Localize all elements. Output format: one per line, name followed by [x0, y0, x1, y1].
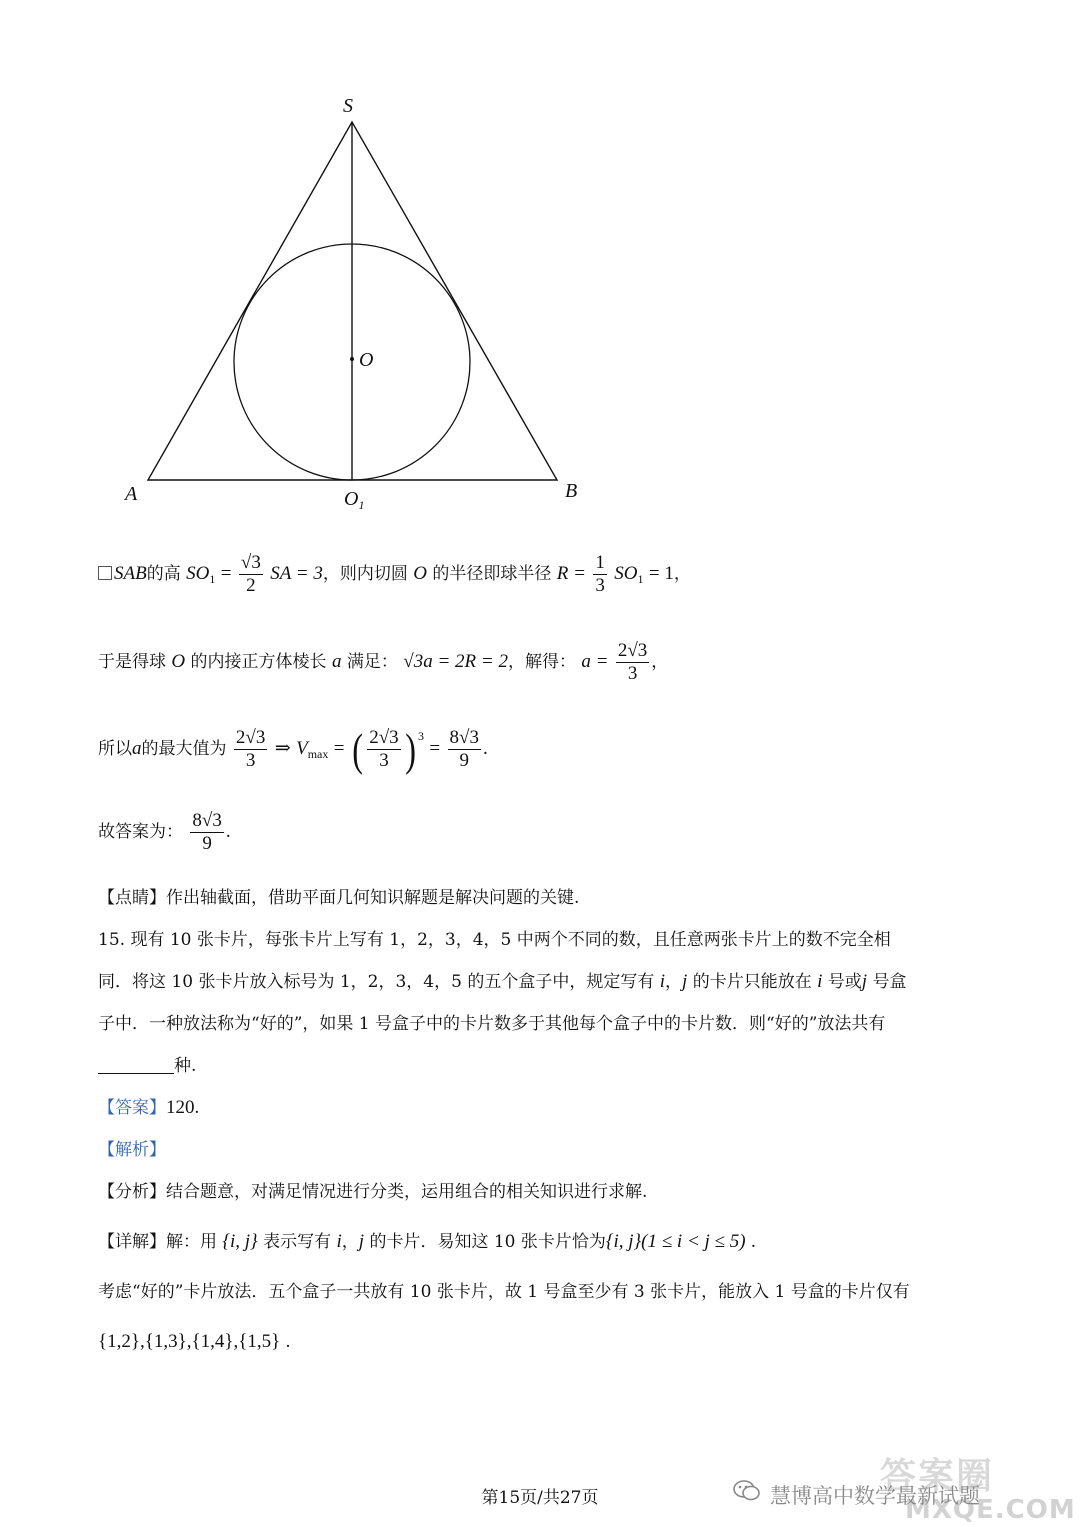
math-text: . — [750, 1231, 756, 1252]
text: 的卡片只能放在 — [692, 972, 812, 992]
solution-line-4 — [98, 810, 988, 855]
left-paren: ( — [352, 723, 363, 775]
denominator: 3 — [245, 750, 256, 771]
denominator: 3 — [379, 750, 389, 771]
numerator: 2√3 — [369, 727, 399, 748]
math-text: O — [413, 563, 427, 584]
text: 满足： — [346, 652, 398, 672]
math-text: a = — [581, 651, 609, 672]
math-text: j — [358, 1231, 365, 1252]
subscript: 1 — [637, 572, 644, 586]
math-text: {1,2},{1,3},{1,4},{1,5} — [98, 1331, 281, 1352]
numerator: 8√3 — [449, 727, 479, 748]
subscript: max — [307, 747, 329, 761]
fraction — [593, 552, 607, 597]
text: 结合题意，对满足情况进行分类，运用组合的相关知识进行求解. — [166, 1182, 648, 1202]
fraction — [616, 640, 649, 685]
analysis-line — [98, 1180, 988, 1204]
math-text: a — [331, 651, 342, 672]
text: ，解得： — [507, 652, 576, 672]
math-text: SAB — [114, 563, 147, 584]
text: 号盒 — [872, 972, 907, 992]
text: 的半径即球半径 — [432, 564, 552, 584]
math-text: {i, j} — [222, 1231, 258, 1252]
math-text: SO — [614, 563, 638, 584]
text: 的内接正方体棱长 — [190, 652, 327, 672]
numerator: 1 — [595, 552, 605, 573]
subscript: 1 — [209, 572, 216, 586]
question-15-line-1 — [98, 928, 988, 952]
label-b: B — [565, 480, 578, 502]
text: ， — [665, 972, 683, 992]
math-text: j — [861, 971, 868, 992]
text: 子中．一种放法称为“好的”，如果 1 号盒子中的卡片数多于其他每个盒子中的卡片数．则“好的”放法共有 — [98, 1014, 886, 1034]
watermark-account: 慧博高中数学最新试题 — [770, 1484, 980, 1508]
text: 种. — [174, 1056, 197, 1076]
text: ， — [341, 1232, 359, 1252]
section-tag: 【详解】 — [98, 1232, 166, 1252]
answer-value: 120. — [166, 1097, 200, 1118]
watermark-brand: 答案圈 — [880, 1456, 995, 1497]
fraction — [448, 727, 481, 772]
math-text: . — [225, 821, 231, 842]
label-o: O — [359, 349, 374, 371]
answer-line — [98, 1096, 988, 1120]
label-s: S — [343, 95, 353, 117]
text: 于是得球 — [98, 652, 166, 672]
math-text: SO — [186, 563, 210, 584]
math-text: i — [659, 971, 666, 992]
denominator: 9 — [202, 833, 212, 854]
text: ， — [673, 564, 691, 584]
page-number: 第15页/共27页 — [481, 1488, 599, 1508]
section-tag: 【点睛】 — [98, 888, 166, 908]
fraction — [234, 727, 267, 772]
numerator: 8√3 — [192, 810, 222, 831]
denominator: 2 — [246, 575, 256, 596]
right-paren: ) — [404, 723, 416, 775]
math-text: i — [336, 1231, 342, 1252]
text: 所以 — [98, 739, 132, 759]
math-text: = — [333, 738, 345, 759]
numerator: 2√3 — [617, 640, 648, 661]
answer-blank — [98, 1055, 174, 1074]
denominator: 3 — [595, 575, 605, 596]
denominator: 9 — [459, 750, 469, 771]
numerator: √3 — [240, 552, 261, 573]
math-text: = 1 — [648, 563, 674, 584]
fraction — [190, 810, 223, 855]
text: ，则内切圆 — [322, 564, 408, 584]
text: 的卡片．易知这 10 张卡片恰为 — [369, 1232, 606, 1252]
text: 15. 现有 10 张卡片，每张卡片上写有 1，2，3，4，5 中两个不同的数，且任意两张卡片上的数不完全相 — [98, 930, 891, 950]
text: 的高 — [146, 564, 181, 584]
math-text: √3a = 2R = 2 — [403, 651, 508, 672]
solution-line-3 — [98, 723, 988, 775]
analysis-heading — [98, 1138, 988, 1162]
text: 作出轴截面，借助平面几何知识解题是解决问题的关键. — [166, 888, 580, 908]
math-text: . — [285, 1331, 291, 1352]
math-text: i — [817, 971, 823, 992]
math-text: = — [429, 738, 441, 759]
question-15-line-2 — [98, 970, 988, 994]
exponent: 3 — [417, 729, 424, 743]
triangle-symbol — [98, 566, 112, 580]
numerator: 2√3 — [235, 727, 266, 748]
math-text: . — [482, 738, 488, 759]
label-o1: $O_1$ — [344, 488, 365, 512]
detail-line-1 — [98, 1230, 988, 1254]
label-a: A — [125, 483, 138, 505]
text: 同．将这 10 张卡片放入标号为 1，2，3，4，5 的五个盒子中，规定写有 — [98, 972, 655, 992]
math-text: SA = 3 — [270, 563, 323, 584]
section-tag: 【分析】 — [98, 1182, 166, 1202]
text: 表示写有 — [263, 1232, 332, 1252]
question-15-line-4 — [98, 1054, 988, 1078]
math-text: = — [220, 563, 232, 584]
fraction — [239, 552, 263, 597]
analysis-tag: 【解析】 — [98, 1140, 166, 1160]
solution-line-1 — [98, 552, 988, 597]
text: ， — [651, 652, 669, 672]
detail-line-2 — [98, 1280, 988, 1304]
watermark-url: MXQE.COM — [905, 1495, 1076, 1525]
center-point — [350, 357, 354, 361]
math-text: R = — [556, 563, 586, 584]
text: 故答案为： — [98, 822, 183, 842]
geometry-figure — [0, 0, 1080, 540]
math-text: O — [171, 651, 186, 672]
math-text: j — [682, 971, 688, 992]
math-text: a — [132, 738, 142, 759]
text: 解：用 — [166, 1232, 217, 1252]
math-text: V — [296, 738, 308, 759]
math-text: {i, j}(1 ≤ i < j ≤ 5) — [605, 1231, 746, 1252]
text: 号或 — [827, 972, 862, 992]
math-text: ⇒ — [274, 738, 291, 759]
question-15-line-3 — [98, 1012, 988, 1036]
solution-line-2 — [98, 640, 988, 685]
fraction — [367, 727, 400, 772]
text: 的最大值为 — [141, 739, 227, 759]
detail-line-3 — [98, 1330, 988, 1354]
text: 考虑“好的”卡片放法．五个盒子一共放有 10 张卡片，故 1 号盒至少有 3 张卡片，能放入 1 号盒的卡片仅有 — [98, 1282, 910, 1302]
answer-tag: 【答案】 — [98, 1098, 166, 1118]
comment-line — [98, 886, 988, 910]
denominator: 3 — [627, 663, 638, 684]
